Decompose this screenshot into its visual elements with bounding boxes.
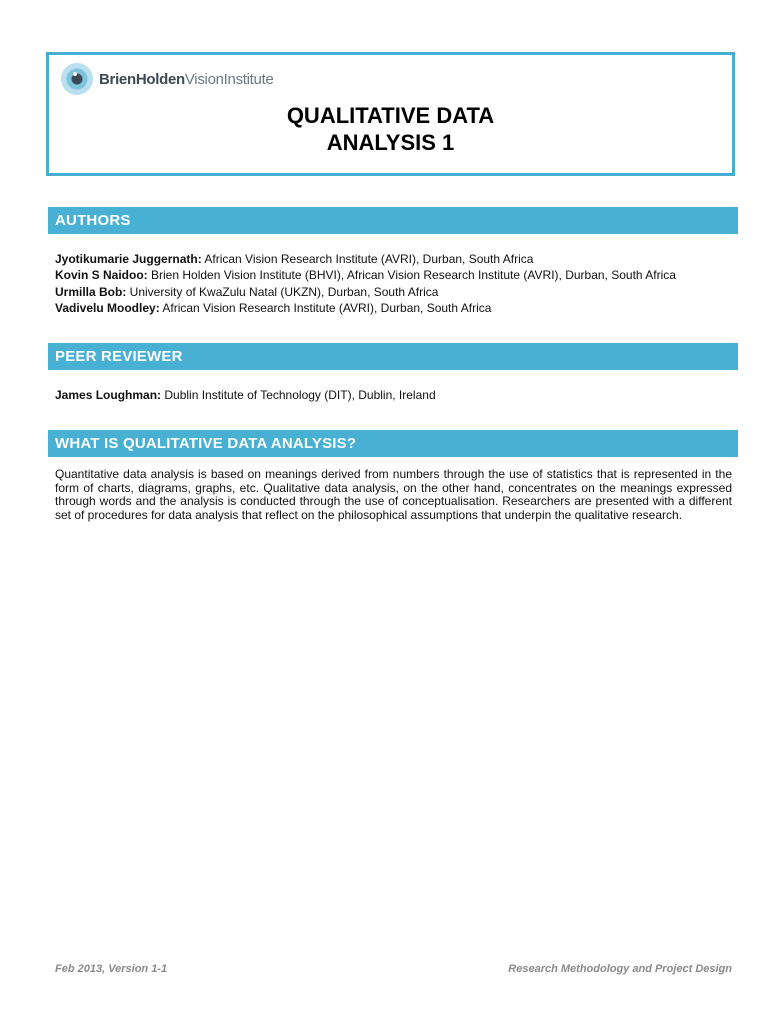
author-entry: Urmilla Bob: University of KwaZulu Natal (UKZN), Durban, South Africa xyxy=(55,284,439,299)
authors-list xyxy=(55,251,735,316)
document-header xyxy=(46,52,735,176)
peer-reviewer-entry: James Loughman: Dublin Institute of Technology (DIT), Dublin, Ireland xyxy=(55,388,436,402)
footer-version: Feb 2013, Version 1-1 xyxy=(55,963,168,975)
peer-reviewer-heading: PEER REVIEWER xyxy=(48,343,738,370)
author-entry: Jyotikumarie Juggernath: African Vision Research Institute (AVRI), Durban, South Africa xyxy=(55,252,534,266)
footer-course-title: Research Methodology and Project Design xyxy=(508,963,732,975)
authors-heading: AUTHORS xyxy=(48,207,738,234)
what-is-heading: WHAT IS QUALITATIVE DATA ANALYSIS? xyxy=(48,430,738,457)
title-line-2: ANALYSIS 1 xyxy=(326,130,455,155)
institute-logo xyxy=(61,63,274,95)
logo-wordmark: BrienHoldenVisionInstitute xyxy=(99,70,274,88)
author-entry: Vadivelu Moodley: African Vision Research Institute (AVRI), Durban, South Africa xyxy=(55,300,492,315)
eye-logo-icon xyxy=(61,63,93,95)
document-title xyxy=(49,102,732,156)
author-entry: Kovin S Naidoo: Brien Holden Vision Institute (BHVI), African Vision Research Institute (AVRI), Durban, South Africa xyxy=(55,268,676,283)
title-line-1: QUALITATIVE DATA xyxy=(286,103,495,128)
what-is-paragraph: Quantitative data analysis is based on meanings derived from numbers through the use of statistics that is represented in the form of charts, diagrams, graphs, etc. Qualitative data analysis, on the other hand, concentrates on the meanings expressed through words and the analysis is conducted through the use of conceptualisation. Researchers are presented with a different set of procedures for data analysis that reflect on the philosophical assumptions that underpin the qualitative research. xyxy=(55,467,732,523)
